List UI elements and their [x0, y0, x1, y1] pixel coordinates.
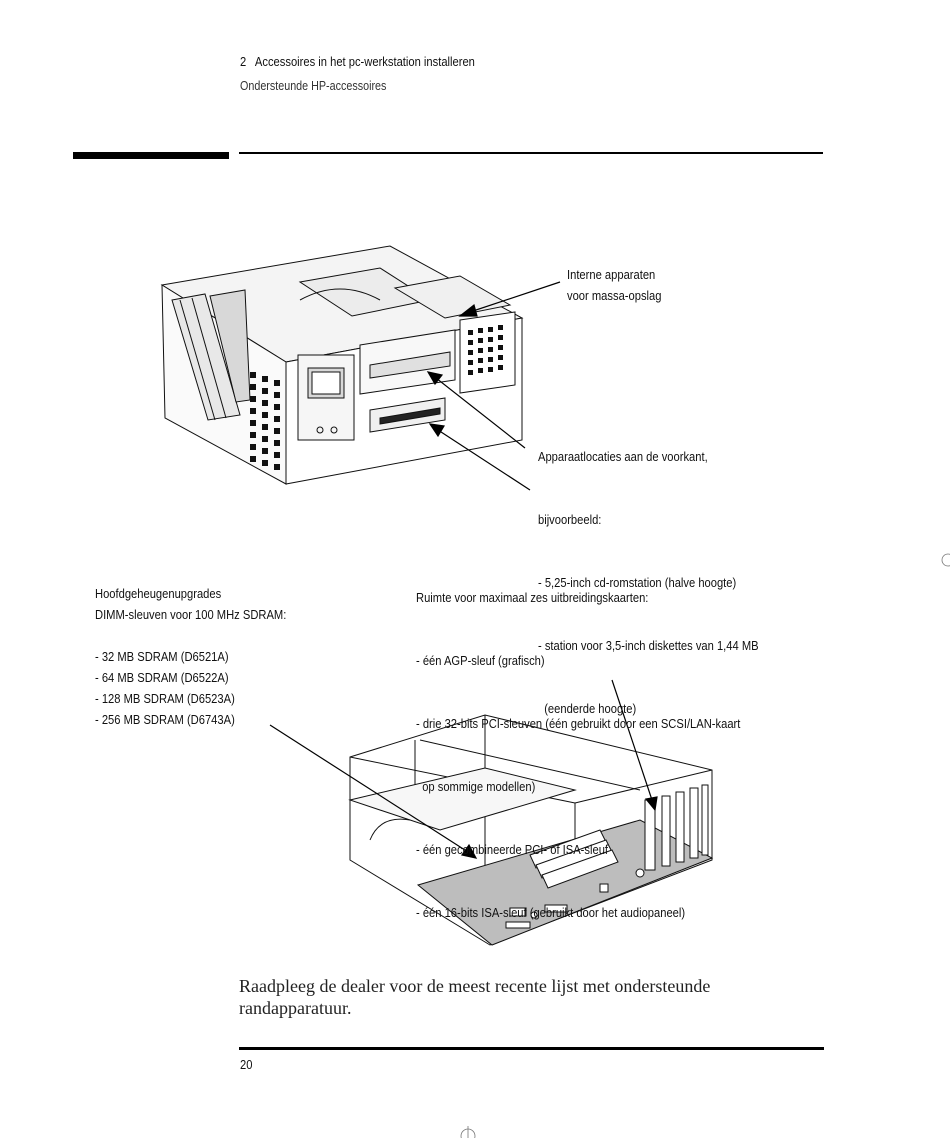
- callout-line: - drie 32-bits PCI-sleuven (één gebruikt door een SCSI/LAN-kaart: [416, 716, 741, 731]
- callout-line: - één AGP-sleuf (grafisch): [416, 653, 545, 668]
- callout-line: - één 16-bits ISA-sleuf (gebruikt door het audiopaneel): [416, 905, 686, 920]
- callout-line: op sommige modellen): [416, 779, 536, 794]
- callout-line: (eenderde hoogte): [538, 701, 637, 716]
- callout-line: [95, 625, 286, 646]
- callout-line: Interne apparaten: [567, 267, 656, 282]
- section-heading: Ondersteunde HP-accessoires: [240, 79, 387, 93]
- callout-line: - 5,25-inch cd-romstation (halve hoogte): [538, 575, 737, 590]
- pc-front-illustration: [162, 246, 522, 484]
- callout-line: bijvoorbeeld:: [538, 512, 602, 527]
- callout-line: - één gecombineerde PCI- of ISA-sleuf: [416, 842, 609, 857]
- callout-line: Apparaatlocaties aan de voorkant,: [538, 449, 708, 464]
- callout-line: voor massa-opslag: [567, 288, 662, 303]
- callout-line: - 256 MB SDRAM (D6743A): [95, 712, 235, 727]
- callout-line: Hoofdgeheugenupgrades: [95, 586, 222, 601]
- footer-rule: [239, 1047, 824, 1050]
- callout-line: - 128 MB SDRAM (D6523A): [95, 691, 235, 706]
- callout-line: - station voor 3,5-inch diskettes van 1,44 MB: [538, 638, 759, 653]
- page-number: 20: [240, 1057, 253, 1072]
- callout-line: - 64 MB SDRAM (D6522A): [95, 670, 229, 685]
- callout-memory-upgrades: [95, 583, 286, 730]
- body-paragraph: Raadpleeg de dealer voor de meest recente lijst met ondersteunde randapparatuur.: [239, 976, 711, 1018]
- callout-internal-storage: [567, 264, 661, 306]
- callout-line: DIMM-sleuven voor 100 MHz SDRAM:: [95, 607, 287, 622]
- callout-expansion-slots: [416, 545, 740, 944]
- callout-line: - 32 MB SDRAM (D6521A): [95, 649, 229, 664]
- chapter-heading: 2 Accessoires in het pc-werkstation installeren: [240, 54, 475, 69]
- callout-line: Ruimte voor maximaal zes uitbreidingskaarten:: [416, 590, 649, 605]
